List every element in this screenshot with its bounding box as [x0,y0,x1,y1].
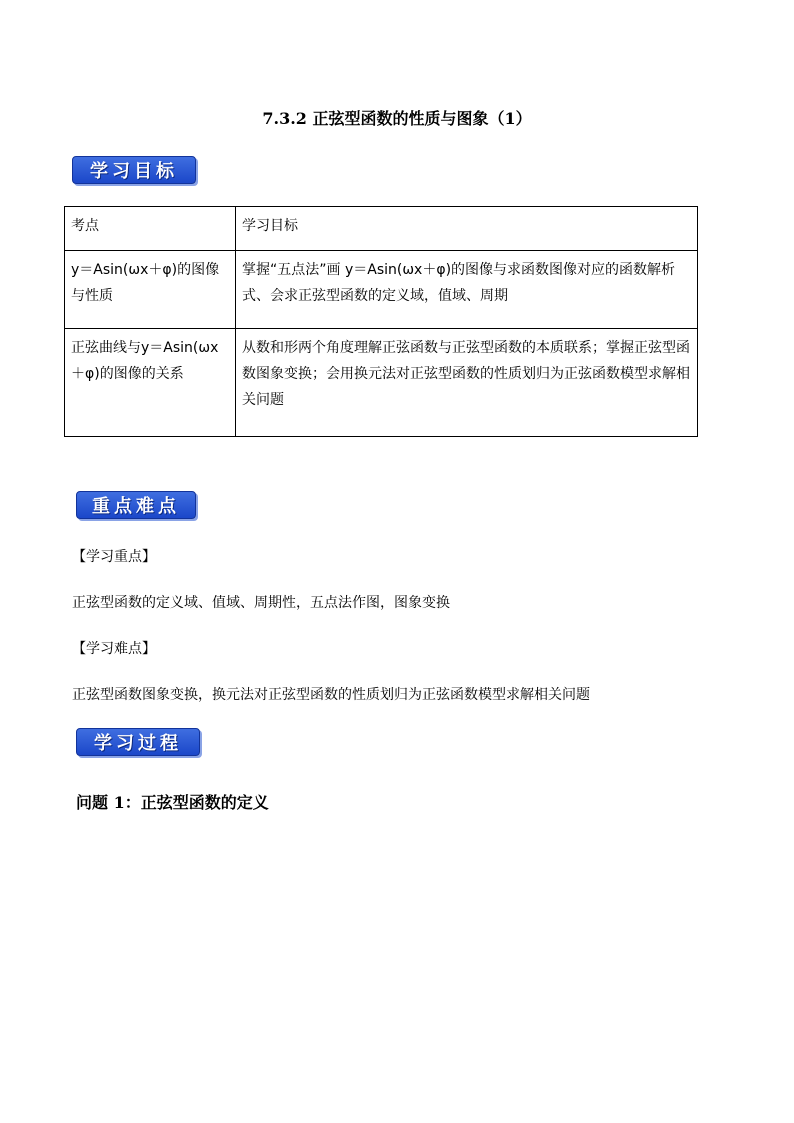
section-badge-process [76,728,200,756]
difficulty-text: 正弦型函数图象变换，换元法对正弦型函数的性质划归为正弦函数模型求解相关问题 [72,687,590,703]
section-badge-process-label: 学习过程 [94,733,182,754]
problem-1-heading: 问题 1：正弦型函数的定义 [76,793,269,812]
table-header-cell: 考点 [65,207,236,251]
table-header-cell: 学习目标 [236,207,698,251]
goals-table [64,206,698,437]
difficulty-label: 【学习难点】 [72,641,156,657]
section-badge-key-label: 重点难点 [92,496,180,517]
page-title: 7.3.2 正弦型函数的性质与图象（1） [262,109,532,128]
section-badge-goals [72,156,196,184]
table-header-row [65,207,698,251]
focus-text: 正弦型函数的定义域、值域、周期性，五点法作图，图象变换 [72,595,450,611]
table-cell-point: 正弦曲线与y＝Asin(ωx＋φ)的图像的关系 [65,329,236,437]
section-badge-goals-label: 学习目标 [90,161,178,182]
table-cell-goal: 从数和形两个角度理解正弦函数与正弦型函数的本质联系；掌握正弦型函数图象变换；会用换元法对正弦型函数的性质划归为正弦函数模型求解相关问题 [236,329,698,437]
section-badge-key [76,491,196,519]
focus-label: 【学习重点】 [72,549,156,565]
table-row [65,329,698,437]
table-cell-point: y＝Asin(ωx＋φ)的图像与性质 [65,251,236,329]
table-row [65,251,698,329]
table-cell-goal: 掌握“五点法”画 y＝Asin(ωx＋φ)的图像与求函数图像对应的函数解析式、会求正弦型函数的定义域，值域、周期 [236,251,698,329]
